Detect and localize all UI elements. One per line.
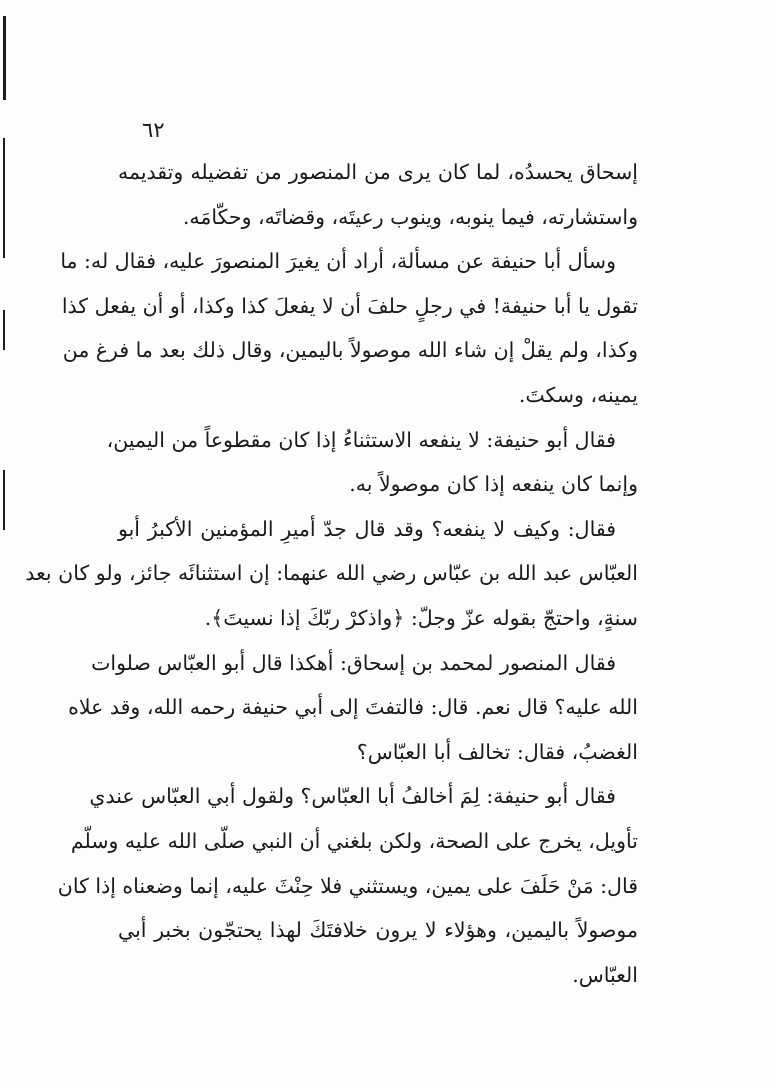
text-line: قال: مَنْ حَلَفَ على يمين، ويستثني فلا حِنْثَ عليه، إنما وضعناه إذا كان: [57, 873, 638, 898]
binding-edge: [3, 138, 5, 258]
text-line: فقال أبو حنيفة: لِمَ أخالفُ أبا العبّاس؟ ولقول أبي العبّاس عندي: [89, 784, 616, 809]
text-line: واستشارته، فيما ينوبه، وينوب رعيتَه، وقضاتَه، وحكّامَه.: [182, 204, 638, 229]
body-text: [25, 150, 638, 997]
text-line: الغضبُ، فقال: تخالف أبا العبّاس؟: [356, 739, 638, 764]
text-line: موصولاً باليمين، وهؤلاء لا يرون خلافتَكَ لهذا يحتجّون بخبر أبي: [118, 918, 638, 943]
text-line: وكذا، ولم يقلْ إن شاء الله موصولاً باليمين، وقال ذلك بعد ما فرغ من: [62, 338, 638, 363]
text-line: تقول يا أبا حنيفة! في رجلٍ حلفَ أن لا يفعلَ كذا وكذا، أو أن يفعل كذا: [61, 293, 638, 318]
text-line: تأويل، يخرج على الصحة، ولكن بلغني أن النبي صلّى الله عليه وسلّم: [70, 828, 638, 853]
text-line: العبّاس.: [572, 962, 638, 987]
binding-edge: [3, 470, 5, 530]
text-line: العبّاس عبد الله بن عبّاس رضي الله عنهما: إن استثنائَه جائز، ولو كان بعد: [25, 561, 638, 586]
text-line: وسأل أبا حنيفة عن مسألة، أراد أن يغيرَ المنصورَ عليه، فقال له: ما: [60, 249, 616, 274]
binding-edge: [3, 16, 6, 100]
page-number: ٦٢: [142, 118, 165, 142]
text-line: يمينه، وسكتَ.: [518, 382, 638, 407]
text-line: فقال المنصور لمحمد بن إسحاق: أهكذا قال أبو العبّاس صلوات: [91, 650, 616, 675]
text-line: فقال أبو حنيفة: لا ينفعه الاستثناءُ إذا كان مقطوعاً من اليمين،: [106, 427, 616, 452]
text-line: الله عليه؟ قال نعم. قال: فالتفتَ إلى أبي حنيفة رحمه الله، وقد علاه: [68, 695, 638, 720]
text-line: وإنما كان ينفعه إذا كان موصولاً به.: [349, 472, 638, 497]
binding-edge: [3, 310, 5, 350]
text-line: سنةٍ، واحتجّ بقوله عزّ وجلّ: ﴿واذكرْ ربّكَ إذا نسيتَ﴾.: [204, 605, 638, 630]
text-line: إسحاق يحسدُه، لما كان يرى من المنصور من تفضيله وتقديمه: [118, 160, 638, 184]
text-line: فقال: وكيف لا ينفعه؟ وقد قال جدّ أميرِ المؤمنين الأكبرُ أبو: [118, 516, 616, 541]
